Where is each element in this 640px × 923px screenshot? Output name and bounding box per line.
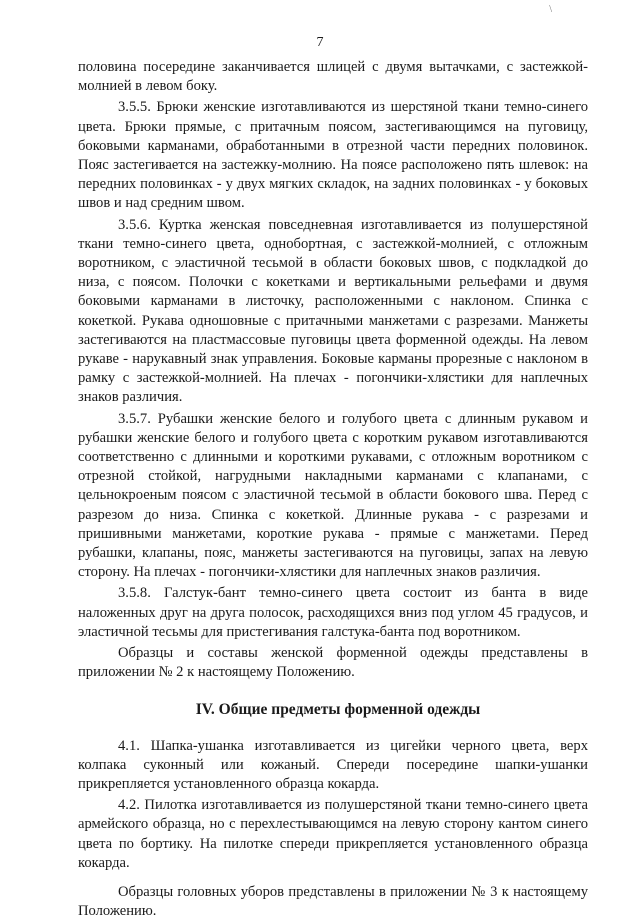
paragraph-4-2: 4.2. Пилотка изготавливается из полушерстяной ткани темно-синего цвета армейского образца, но с перехлестывающимся на левую сторону кантом синего цвета по бортику. На пилотке спереди прикрепляется установленного образца кокарда. — [78, 797, 588, 871]
paragraph-3-5-7: 3.5.7. Рубашки женские белого и голубого цвета с длинным рукавом и рубашки женские белого и голубого цвета с коротким рукавом изготавливаются соответственно с длинными и короткими рукавами, с отложным воротником с отрезной стойкой, нагрудными накладными карманами с клапанами, с цельнокроеным поясом с эластичной тесьмой в области бокового шва. Перед с разрезом до низа. Спинка с кокеткой. Длинные рукава - с разрезами и пришивными манжетами, короткие рукава - прямые с манжетами. Перед рубашки, клапаны, пояс, манжеты застегиваются на пуговицы, запах на левую сторону. На плечах - погончики-хлястики для наплечных знаков различия. — [78, 410, 588, 581]
paragraph-3-5-5: 3.5.5. Брюки женские изготавливаются из шерстяной ткани темно-синего цвета. Брюки прямые, с притачным поясом, застегивающимся на пуговицу, боковыми карманами, обработанными в отрезной части передних половинок. Пояс застегивается на застежку-молнию. На поясе расположено пять шлевок: на передних половинках - у двух мягких складок, на задних половинках - у боковых швов и над средним швом. — [78, 99, 588, 212]
paragraph-3-5-8: 3.5.8. Галстук-бант темно-синего цвета состоит из банта в виде наложенных друг на друга полосок, расходящихся вниз под углом 45 градусов, и эластичной тесьмы для пристегивания галстука-банта под воротником. — [78, 585, 588, 640]
scan-mark: \ — [549, 4, 552, 15]
document-body — [78, 58, 588, 923]
paragraph-samples-headwear: Образцы головных уборов представлены в приложении № 3 к настоящему Положению. — [78, 883, 588, 920]
page-number: 7 — [316, 35, 324, 50]
paragraph-continuation: половина посередине заканчивается шлицей с двумя вытачками, с застежкой-молнией в левом боку. — [78, 59, 588, 95]
paragraph-4-1: 4.1. Шапка-ушанка изготавливается из цигейки черного цвета, верх колпака суконный или кожаный. Спереди посередине шапки-ушанки прикрепляется установленного образца кокарда. — [78, 737, 588, 792]
paragraph-samples-women: Образцы и составы женской форменной одежды представлены в приложении № 2 к настоящему Положению. — [78, 645, 588, 681]
paragraph-3-5-6: 3.5.6. Куртка женская повседневная изготавливается из полушерстяной ткани темно-синего цвета, однобортная, с застежкой-молнией, с отложным воротником, с эластичной тесьмой в области боковых швов, с подкладкой до низа, с поясом. Полочки с кокетками и вертикальными рельефами и двумя боковыми карманами в листочку, расположенными с наклоном. Спинка с кокеткой. Рукава одношовные с притачными манжетами с разрезами. Манжеты застегиваются на пластмассовые пуговицы цвета форменной одежды. На левом рукаве - нарукавный знак управления. Боковые карманы прорезные с наклоном в рамку с застежкой-молнией. На плечах - погончики-хлястики для наплечных знаков различия. — [78, 216, 588, 406]
section-heading: IV. Общие предметы форменной одежды — [195, 700, 481, 718]
